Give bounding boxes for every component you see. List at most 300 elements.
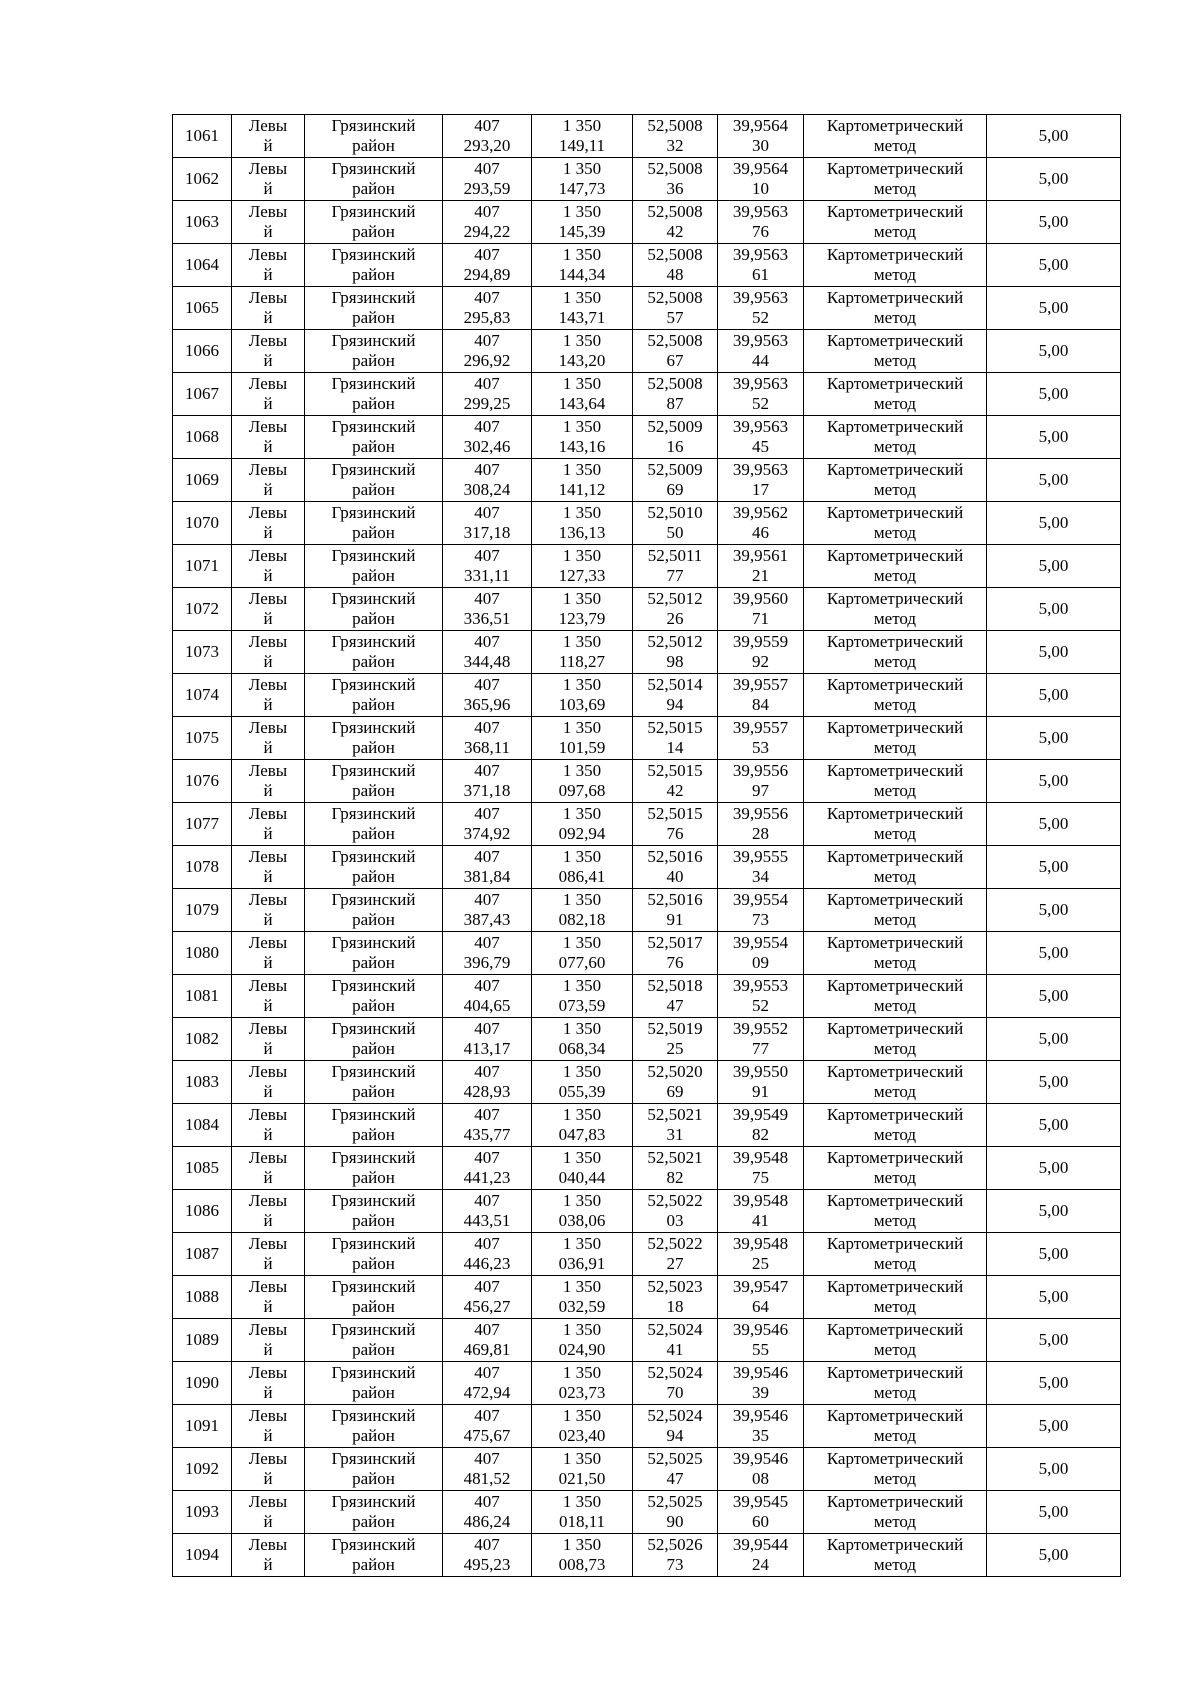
- cell-line: район: [352, 136, 395, 155]
- cell-line: 317,18: [463, 523, 511, 542]
- table-row: [173, 1319, 1121, 1362]
- cell-line: Левы: [248, 1062, 288, 1081]
- cell-latitude: [633, 416, 718, 459]
- cell-line: й: [263, 781, 273, 800]
- cell-longitude: [718, 1319, 804, 1362]
- cell-longitude: [718, 201, 804, 244]
- cell-line: 39,9563: [732, 202, 789, 221]
- cell-line: 047,83: [558, 1125, 606, 1144]
- table-row: [173, 588, 1121, 631]
- cell-line: й: [263, 179, 273, 198]
- cell-line: метод: [873, 1512, 917, 1531]
- cell-line: 39,9561: [732, 546, 789, 565]
- cell-line: метод: [873, 179, 917, 198]
- cell-line: 1 350: [562, 546, 602, 565]
- cell-accuracy: 5,00: [987, 115, 1121, 158]
- cell-method: [804, 373, 987, 416]
- cell-line: район: [352, 308, 395, 327]
- cell-line: Картометрический: [826, 1535, 964, 1554]
- cell-line: 39,9563: [732, 331, 789, 350]
- cell-line: 52: [752, 394, 769, 413]
- cell-line: Грязинский: [331, 503, 416, 522]
- cell-line: 371,18: [463, 781, 511, 800]
- cell-line: 435,77: [463, 1125, 511, 1144]
- cell-coord-x: [443, 803, 532, 846]
- cell-district: [305, 588, 443, 631]
- cell-line: Грязинский: [331, 718, 416, 737]
- cell-longitude: [718, 631, 804, 674]
- cell-bank-side: [232, 545, 305, 588]
- cell-method: [804, 545, 987, 588]
- cell-line: Левы: [248, 1019, 288, 1038]
- cell-coord-x: [443, 1276, 532, 1319]
- cell-line: й: [263, 222, 273, 241]
- cell-line: район: [352, 1211, 395, 1230]
- cell-line: Грязинский: [331, 288, 416, 307]
- cell-line: 39,9559: [732, 632, 789, 651]
- cell-line: 407: [474, 417, 500, 436]
- cell-coord-x: [443, 1190, 532, 1233]
- cell-line: Картометрический: [826, 116, 964, 135]
- cell-line: Картометрический: [826, 1105, 964, 1124]
- cell-coord-x: [443, 115, 532, 158]
- cell-line: 41: [666, 1340, 684, 1359]
- cell-line: 73: [666, 1555, 684, 1574]
- cell-district: [305, 1405, 443, 1448]
- cell-coord-x: [443, 1448, 532, 1491]
- cell-line: 103,69: [558, 695, 606, 714]
- cell-coord-x: [443, 1491, 532, 1534]
- cell-point-number: 1080: [173, 932, 232, 975]
- cell-latitude: [633, 1405, 718, 1448]
- cell-latitude: [633, 717, 718, 760]
- cell-line: метод: [873, 566, 917, 585]
- cell-line: 1 350: [562, 1019, 602, 1038]
- cell-line: 52,5018: [647, 976, 703, 995]
- cell-line: 26: [666, 609, 684, 628]
- cell-line: район: [352, 609, 395, 628]
- table-row: [173, 760, 1121, 803]
- cell-line: 10: [752, 179, 769, 198]
- cell-line: 52,5015: [647, 761, 703, 780]
- coordinates-table: [172, 114, 1121, 1577]
- cell-line: Грязинский: [331, 460, 416, 479]
- cell-line: 39,9554: [732, 890, 789, 909]
- cell-line: район: [352, 1039, 395, 1058]
- cell-coord-y: [532, 1190, 633, 1233]
- cell-line: Левы: [248, 245, 288, 264]
- cell-longitude: [718, 1018, 804, 1061]
- cell-line: й: [263, 1168, 273, 1187]
- cell-line: 42: [666, 222, 684, 241]
- cell-line: район: [352, 1340, 395, 1359]
- cell-bank-side: [232, 932, 305, 975]
- cell-longitude: [718, 502, 804, 545]
- table-row: [173, 1491, 1121, 1534]
- cell-line: й: [263, 523, 273, 542]
- cell-line: район: [352, 1125, 395, 1144]
- cell-method: [804, 115, 987, 158]
- cell-method: [804, 631, 987, 674]
- cell-longitude: [718, 115, 804, 158]
- cell-longitude: [718, 416, 804, 459]
- cell-line: район: [352, 652, 395, 671]
- cell-line: 34: [752, 867, 769, 886]
- cell-line: 39,9564: [732, 159, 789, 178]
- cell-district: [305, 889, 443, 932]
- cell-line: метод: [873, 1297, 917, 1316]
- cell-line: 407: [474, 159, 500, 178]
- cell-coord-x: [443, 674, 532, 717]
- cell-coord-y: [532, 975, 633, 1018]
- cell-line: 76: [666, 953, 684, 972]
- cell-line: 092,94: [558, 824, 606, 843]
- cell-line: район: [352, 523, 395, 542]
- cell-line: метод: [873, 695, 917, 714]
- cell-line: 407: [474, 374, 500, 393]
- cell-line: 149,11: [558, 136, 606, 155]
- cell-accuracy: 5,00: [987, 416, 1121, 459]
- cell-line: 331,11: [463, 566, 511, 585]
- cell-line: Левы: [248, 417, 288, 436]
- cell-latitude: [633, 1233, 718, 1276]
- cell-method: [804, 588, 987, 631]
- cell-method: [804, 158, 987, 201]
- cell-line: 71: [752, 609, 769, 628]
- cell-line: 16: [666, 437, 684, 456]
- cell-district: [305, 674, 443, 717]
- cell-line: 443,51: [463, 1211, 511, 1230]
- cell-coord-x: [443, 1362, 532, 1405]
- cell-latitude: [633, 889, 718, 932]
- cell-line: Грязинский: [331, 976, 416, 995]
- cell-line: 147,73: [558, 179, 606, 198]
- cell-line: й: [263, 824, 273, 843]
- cell-line: 1 350: [562, 589, 602, 608]
- cell-line: 39,9546: [732, 1363, 789, 1382]
- cell-accuracy: 5,00: [987, 760, 1121, 803]
- cell-bank-side: [232, 158, 305, 201]
- cell-line: метод: [873, 652, 917, 671]
- table-row: [173, 1405, 1121, 1448]
- cell-line: Картометрический: [826, 1363, 964, 1382]
- cell-line: Левы: [248, 503, 288, 522]
- cell-accuracy: 5,00: [987, 846, 1121, 889]
- cell-line: Грязинский: [331, 933, 416, 952]
- cell-latitude: [633, 459, 718, 502]
- cell-district: [305, 1534, 443, 1577]
- cell-coord-y: [532, 846, 633, 889]
- cell-line: 61: [752, 265, 769, 284]
- cell-line: 91: [666, 910, 684, 929]
- cell-line: метод: [873, 1340, 917, 1359]
- cell-line: 055,39: [558, 1082, 606, 1101]
- cell-latitude: [633, 373, 718, 416]
- cell-accuracy: 5,00: [987, 631, 1121, 674]
- cell-line: Левы: [248, 1535, 288, 1554]
- cell-line: 1 350: [562, 675, 602, 694]
- cell-line: метод: [873, 1039, 917, 1058]
- cell-line: 1 350: [562, 202, 602, 221]
- cell-line: й: [263, 566, 273, 585]
- cell-bank-side: [232, 330, 305, 373]
- cell-line: 31: [666, 1125, 684, 1144]
- cell-line: й: [263, 1039, 273, 1058]
- cell-line: Грязинский: [331, 1148, 416, 1167]
- table-row: [173, 1104, 1121, 1147]
- cell-line: 52: [752, 308, 769, 327]
- cell-coord-y: [532, 1018, 633, 1061]
- cell-line: Левы: [248, 460, 288, 479]
- cell-line: 39,9563: [732, 288, 789, 307]
- cell-longitude: [718, 1362, 804, 1405]
- cell-line: Картометрический: [826, 933, 964, 952]
- cell-line: 302,46: [463, 437, 511, 456]
- cell-line: 407: [474, 632, 500, 651]
- cell-line: 407: [474, 890, 500, 909]
- cell-line: 1 350: [562, 331, 602, 350]
- cell-latitude: [633, 1448, 718, 1491]
- cell-coord-y: [532, 416, 633, 459]
- cell-line: 70: [666, 1383, 684, 1402]
- table-row: [173, 1061, 1121, 1104]
- cell-latitude: [633, 588, 718, 631]
- cell-longitude: [718, 545, 804, 588]
- cell-line: метод: [873, 1555, 917, 1574]
- cell-line: 52,5025: [647, 1449, 703, 1468]
- cell-line: 294,22: [463, 222, 511, 241]
- cell-line: 24: [752, 1555, 769, 1574]
- cell-line: 486,24: [463, 1512, 511, 1531]
- cell-line: метод: [873, 437, 917, 456]
- cell-line: 08: [752, 1469, 769, 1488]
- cell-line: 52,5008: [647, 374, 703, 393]
- cell-method: [804, 674, 987, 717]
- cell-line: 407: [474, 288, 500, 307]
- cell-line: 1 350: [562, 374, 602, 393]
- cell-latitude: [633, 244, 718, 287]
- cell-line: 27: [666, 1254, 684, 1273]
- cell-accuracy: 5,00: [987, 1276, 1121, 1319]
- cell-line: 1 350: [562, 1234, 602, 1253]
- cell-line: метод: [873, 308, 917, 327]
- cell-line: 39,9548: [732, 1234, 789, 1253]
- cell-district: [305, 1319, 443, 1362]
- cell-line: 44: [752, 351, 769, 370]
- cell-line: Картометрический: [826, 804, 964, 823]
- cell-line: метод: [873, 1469, 917, 1488]
- cell-accuracy: 5,00: [987, 1190, 1121, 1233]
- cell-line: 381,84: [463, 867, 511, 886]
- cell-coord-y: [532, 1061, 633, 1104]
- cell-line: 1 350: [562, 804, 602, 823]
- cell-coord-x: [443, 459, 532, 502]
- cell-line: 407: [474, 1019, 500, 1038]
- cell-coord-y: [532, 1276, 633, 1319]
- table-row: [173, 373, 1121, 416]
- table-row: [173, 1233, 1121, 1276]
- cell-line: 52,5021: [647, 1148, 703, 1167]
- cell-coord-y: [532, 1405, 633, 1448]
- cell-line: 413,17: [463, 1039, 511, 1058]
- cell-line: Картометрический: [826, 331, 964, 350]
- cell-latitude: [633, 1534, 718, 1577]
- cell-line: 94: [666, 695, 684, 714]
- cell-line: Левы: [248, 116, 288, 135]
- cell-line: 98: [666, 652, 684, 671]
- cell-line: 64: [752, 1297, 769, 1316]
- cell-method: [804, 459, 987, 502]
- cell-line: 39,9550: [732, 1062, 789, 1081]
- cell-longitude: [718, 975, 804, 1018]
- cell-method: [804, 1448, 987, 1491]
- cell-bank-side: [232, 760, 305, 803]
- cell-line: 91: [752, 1082, 769, 1101]
- cell-line: метод: [873, 265, 917, 284]
- cell-point-number: 1087: [173, 1233, 232, 1276]
- cell-line: 39,9554: [732, 933, 789, 952]
- cell-latitude: [633, 1319, 718, 1362]
- cell-line: Левы: [248, 933, 288, 952]
- cell-line: метод: [873, 1125, 917, 1144]
- cell-line: Левы: [248, 1492, 288, 1511]
- cell-accuracy: 5,00: [987, 1018, 1121, 1061]
- cell-line: 39,9563: [732, 245, 789, 264]
- cell-coord-y: [532, 1104, 633, 1147]
- cell-line: метод: [873, 1383, 917, 1402]
- cell-bank-side: [232, 1190, 305, 1233]
- cell-coord-x: [443, 1319, 532, 1362]
- cell-longitude: [718, 932, 804, 975]
- cell-point-number: 1084: [173, 1104, 232, 1147]
- cell-longitude: [718, 244, 804, 287]
- cell-line: 47: [666, 996, 684, 1015]
- cell-line: 52,5021: [647, 1105, 703, 1124]
- cell-line: Грязинский: [331, 761, 416, 780]
- cell-coord-y: [532, 631, 633, 674]
- cell-line: 407: [474, 1105, 500, 1124]
- cell-line: 446,23: [463, 1254, 511, 1273]
- cell-line: 52,5008: [647, 331, 703, 350]
- cell-line: Картометрический: [826, 1191, 964, 1210]
- cell-district: [305, 373, 443, 416]
- cell-line: 39,9563: [732, 460, 789, 479]
- cell-line: 407: [474, 1535, 500, 1554]
- cell-point-number: 1093: [173, 1491, 232, 1534]
- table-row: [173, 846, 1121, 889]
- cell-method: [804, 1362, 987, 1405]
- cell-method: [804, 932, 987, 975]
- cell-line: Левы: [248, 331, 288, 350]
- cell-line: 428,93: [463, 1082, 511, 1101]
- cell-line: Картометрический: [826, 1148, 964, 1167]
- cell-line: 73: [752, 910, 769, 929]
- cell-line: 36: [666, 179, 684, 198]
- cell-line: район: [352, 910, 395, 929]
- cell-line: метод: [873, 1254, 917, 1273]
- cell-line: 76: [666, 824, 684, 843]
- cell-line: Грязинский: [331, 331, 416, 350]
- cell-line: 39,9549: [732, 1105, 789, 1124]
- cell-line: 145,39: [558, 222, 606, 241]
- cell-line: 77: [666, 566, 684, 585]
- cell-line: Грязинский: [331, 1449, 416, 1468]
- cell-point-number: 1064: [173, 244, 232, 287]
- cell-line: Грязинский: [331, 245, 416, 264]
- cell-line: й: [263, 308, 273, 327]
- cell-method: [804, 889, 987, 932]
- cell-line: 60: [752, 1512, 769, 1531]
- cell-line: 52,5019: [647, 1019, 703, 1038]
- cell-line: 1 350: [562, 1449, 602, 1468]
- cell-point-number: 1079: [173, 889, 232, 932]
- cell-line: Грязинский: [331, 1363, 416, 1382]
- cell-line: 52,5024: [647, 1363, 703, 1382]
- cell-line: 032,59: [558, 1297, 606, 1316]
- cell-line: Картометрический: [826, 589, 964, 608]
- cell-bank-side: [232, 1448, 305, 1491]
- cell-accuracy: 5,00: [987, 1104, 1121, 1147]
- cell-line: 52,5024: [647, 1406, 703, 1425]
- cell-line: район: [352, 1383, 395, 1402]
- cell-accuracy: 5,00: [987, 244, 1121, 287]
- cell-accuracy: 5,00: [987, 717, 1121, 760]
- cell-line: 407: [474, 1062, 500, 1081]
- cell-coord-x: [443, 1104, 532, 1147]
- cell-accuracy: 5,00: [987, 588, 1121, 631]
- cell-point-number: 1082: [173, 1018, 232, 1061]
- cell-line: Левы: [248, 374, 288, 393]
- cell-bank-side: [232, 803, 305, 846]
- cell-line: 407: [474, 976, 500, 995]
- cell-accuracy: 5,00: [987, 1362, 1121, 1405]
- cell-line: Грязинский: [331, 1277, 416, 1296]
- cell-line: 407: [474, 1277, 500, 1296]
- cell-point-number: 1085: [173, 1147, 232, 1190]
- cell-method: [804, 330, 987, 373]
- cell-line: 374,92: [463, 824, 511, 843]
- cell-accuracy: 5,00: [987, 201, 1121, 244]
- cell-coord-x: [443, 201, 532, 244]
- cell-line: 35: [752, 1426, 769, 1445]
- cell-coord-y: [532, 803, 633, 846]
- cell-bank-side: [232, 1147, 305, 1190]
- cell-district: [305, 631, 443, 674]
- cell-line: Грязинский: [331, 202, 416, 221]
- cell-line: Левы: [248, 632, 288, 651]
- cell-coord-y: [532, 889, 633, 932]
- cell-coord-y: [532, 459, 633, 502]
- cell-line: 97: [752, 781, 769, 800]
- cell-line: метод: [873, 781, 917, 800]
- cell-latitude: [633, 158, 718, 201]
- cell-method: [804, 1276, 987, 1319]
- cell-line: 365,96: [463, 695, 511, 714]
- cell-line: Картометрический: [826, 1492, 964, 1511]
- cell-accuracy: 5,00: [987, 1233, 1121, 1276]
- cell-line: 295,83: [463, 308, 511, 327]
- cell-line: 14: [666, 738, 684, 757]
- cell-line: 84: [752, 695, 769, 714]
- cell-coord-x: [443, 932, 532, 975]
- cell-bank-side: [232, 1276, 305, 1319]
- cell-line: 294,89: [463, 265, 511, 284]
- cell-line: 1 350: [562, 116, 602, 135]
- cell-bank-side: [232, 201, 305, 244]
- cell-line: Грязинский: [331, 1105, 416, 1124]
- cell-line: метод: [873, 523, 917, 542]
- cell-line: Левы: [248, 804, 288, 823]
